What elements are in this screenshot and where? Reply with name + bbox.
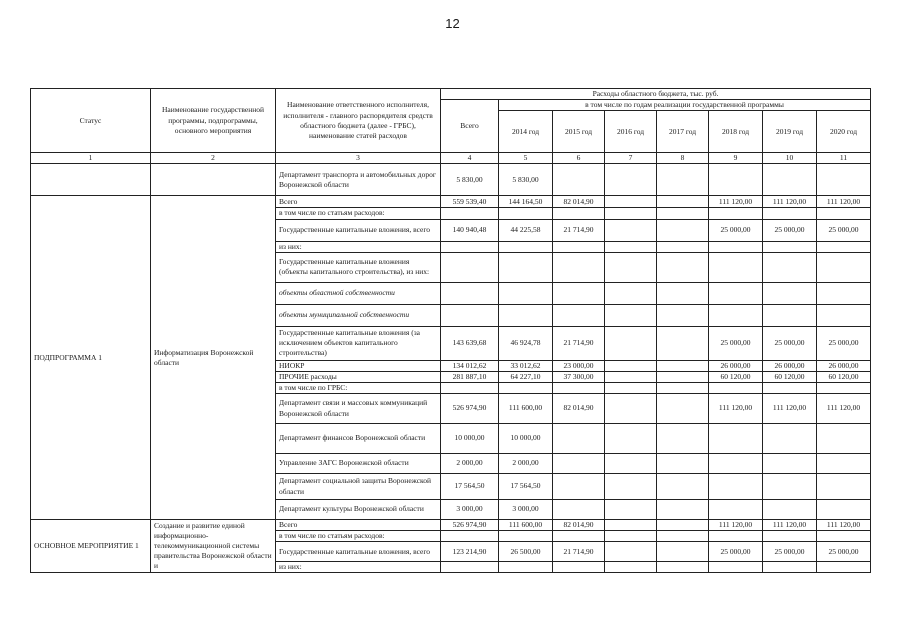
value-cell (763, 500, 817, 520)
value-cell (817, 382, 871, 393)
value-cell: 25 000,00 (709, 219, 763, 241)
value-cell (657, 241, 709, 252)
value-cell: 2 000,00 (499, 454, 553, 474)
expense-item-cell: НИОКР (276, 360, 441, 371)
value-cell (709, 282, 763, 304)
value-cell: 526 974,90 (441, 520, 499, 531)
value-cell (709, 500, 763, 520)
value-cell (605, 382, 657, 393)
value-cell (657, 164, 709, 196)
column-number: 9 (709, 153, 763, 164)
value-cell (499, 208, 553, 219)
value-cell (441, 241, 499, 252)
value-cell: 5 830,00 (499, 164, 553, 196)
value-cell (709, 241, 763, 252)
value-cell (553, 282, 605, 304)
value-cell (657, 196, 709, 208)
value-cell (605, 542, 657, 562)
expense-item-cell: Департамент транспорта и автомобильных дорог Воронежской области (276, 164, 441, 196)
value-cell (605, 326, 657, 360)
value-cell: 37 300,00 (553, 371, 605, 382)
expense-item-cell: объекты муниципальной собственности (276, 304, 441, 326)
value-cell (657, 520, 709, 531)
expense-item-cell: Департамент связи и массовых коммуникаций Воронежской области (276, 394, 441, 424)
value-cell (605, 454, 657, 474)
value-cell (657, 208, 709, 219)
value-cell (709, 382, 763, 393)
header-by-years: в том числе по годам реализации государственной программы (499, 100, 871, 111)
value-cell: 111 120,00 (709, 520, 763, 531)
value-cell (499, 304, 553, 326)
value-cell (657, 454, 709, 474)
expense-item-cell: из них: (276, 562, 441, 573)
value-cell (817, 304, 871, 326)
value-cell: 111 120,00 (817, 520, 871, 531)
expense-item-cell: Департамент финансов Воронежской области (276, 424, 441, 454)
value-cell: 143 639,68 (441, 326, 499, 360)
value-cell: 10 000,00 (441, 424, 499, 454)
value-cell: 26 500,00 (499, 542, 553, 562)
column-number: 8 (657, 153, 709, 164)
value-cell (553, 208, 605, 219)
value-cell: 3 000,00 (499, 500, 553, 520)
value-cell (657, 542, 709, 562)
value-cell: 25 000,00 (763, 326, 817, 360)
value-cell (709, 531, 763, 542)
value-cell: 25 000,00 (817, 326, 871, 360)
value-cell (605, 531, 657, 542)
value-cell: 44 225,58 (499, 219, 553, 241)
value-cell (553, 531, 605, 542)
value-cell (441, 208, 499, 219)
value-cell (657, 219, 709, 241)
table-row (31, 196, 871, 208)
value-cell (657, 282, 709, 304)
value-cell (553, 562, 605, 573)
column-number: 2 (151, 153, 276, 164)
expense-item-cell: Всего (276, 196, 441, 208)
value-cell (817, 424, 871, 454)
program-cell-empty (151, 164, 276, 196)
value-cell: 26 000,00 (709, 360, 763, 371)
value-cell (499, 382, 553, 393)
expense-item-cell: Государственные капитальные вложения, всего (276, 219, 441, 241)
column-number: 1 (31, 153, 151, 164)
value-cell (605, 520, 657, 531)
expense-item-cell: из них: (276, 241, 441, 252)
expense-item-cell: Государственные капитальные вложения, всего (276, 542, 441, 562)
value-cell (499, 241, 553, 252)
expense-item-cell: ПРОЧИЕ расходы (276, 371, 441, 382)
value-cell (763, 164, 817, 196)
value-cell: 60 120,00 (709, 371, 763, 382)
value-cell (553, 382, 605, 393)
value-cell (709, 304, 763, 326)
value-cell: 134 012,62 (441, 360, 499, 371)
value-cell (553, 252, 605, 282)
value-cell: 26 000,00 (763, 360, 817, 371)
value-cell (657, 371, 709, 382)
value-cell: 25 000,00 (709, 542, 763, 562)
value-cell (605, 282, 657, 304)
value-cell: 25 000,00 (763, 219, 817, 241)
expense-item-cell: Департамент социальной защиты Воронежской области (276, 474, 441, 500)
value-cell: 111 120,00 (817, 394, 871, 424)
value-cell (709, 208, 763, 219)
value-cell (657, 252, 709, 282)
value-cell (709, 454, 763, 474)
value-cell (763, 282, 817, 304)
value-cell: 33 012,62 (499, 360, 553, 371)
value-cell: 3 000,00 (441, 500, 499, 520)
value-cell (441, 531, 499, 542)
value-cell (553, 241, 605, 252)
value-cell (817, 500, 871, 520)
value-cell (763, 474, 817, 500)
value-cell (817, 531, 871, 542)
value-cell (605, 219, 657, 241)
value-cell: 144 164,50 (499, 196, 553, 208)
expense-item-cell: Государственные капитальные вложения (за исключением объектов капитального строительства) (276, 326, 441, 360)
program-cell-main-activity: Создание и развитие единой информационно-телекоммуникационной системы правительства Воронежской области и (151, 520, 276, 573)
value-cell (763, 241, 817, 252)
value-cell: 111 120,00 (763, 196, 817, 208)
header-year: 2017 год (657, 111, 709, 153)
value-cell (817, 562, 871, 573)
header-year: 2014 год (499, 111, 553, 153)
value-cell: 21 714,90 (553, 542, 605, 562)
value-cell (657, 360, 709, 371)
expense-item-cell: в том числе по статьям расходов: (276, 208, 441, 219)
value-cell (763, 424, 817, 454)
value-cell: 17 564,50 (441, 474, 499, 500)
value-cell: 2 000,00 (441, 454, 499, 474)
value-cell: 559 539,40 (441, 196, 499, 208)
value-cell (553, 474, 605, 500)
value-cell (657, 500, 709, 520)
value-cell (763, 454, 817, 474)
value-cell (605, 208, 657, 219)
expense-item-cell: в том числе по статьям расходов: (276, 531, 441, 542)
value-cell (763, 252, 817, 282)
value-cell: 25 000,00 (709, 326, 763, 360)
value-cell: 21 714,90 (553, 326, 605, 360)
header-status: Статус (31, 89, 151, 153)
value-cell (499, 282, 553, 304)
expense-item-cell: Департамент культуры Воронежской области (276, 500, 441, 520)
value-cell (657, 424, 709, 454)
value-cell (709, 164, 763, 196)
column-number: 6 (553, 153, 605, 164)
header-year: 2019 год (763, 111, 817, 153)
value-cell (553, 454, 605, 474)
value-cell (441, 382, 499, 393)
value-cell (441, 282, 499, 304)
value-cell: 111 120,00 (817, 196, 871, 208)
value-cell (817, 208, 871, 219)
value-cell (605, 164, 657, 196)
value-cell: 25 000,00 (817, 219, 871, 241)
value-cell (441, 252, 499, 282)
value-cell: 111 120,00 (709, 394, 763, 424)
value-cell: 64 227,10 (499, 371, 553, 382)
value-cell (763, 562, 817, 573)
value-cell (605, 394, 657, 424)
value-cell: 111 120,00 (763, 394, 817, 424)
value-cell: 46 924,78 (499, 326, 553, 360)
column-number: 10 (763, 153, 817, 164)
column-number: 11 (817, 153, 871, 164)
value-cell (763, 382, 817, 393)
value-cell (605, 371, 657, 382)
value-cell (817, 252, 871, 282)
column-number: 4 (441, 153, 499, 164)
table-body (31, 164, 871, 573)
value-cell (605, 424, 657, 454)
value-cell (657, 394, 709, 424)
value-cell (709, 252, 763, 282)
value-cell (441, 304, 499, 326)
value-cell: 23 000,00 (553, 360, 605, 371)
table-header (31, 89, 871, 164)
value-cell (763, 531, 817, 542)
status-cell-empty (31, 164, 151, 196)
program-cell-subprogram: Информатизация Воронежской области (151, 196, 276, 520)
column-number: 3 (276, 153, 441, 164)
value-cell (657, 531, 709, 542)
header-program: Наименование государственной программы, подпрограммы, основного мероприятия (151, 89, 276, 153)
value-cell: 26 000,00 (817, 360, 871, 371)
value-cell (657, 474, 709, 500)
value-cell: 82 014,90 (553, 394, 605, 424)
value-cell (441, 562, 499, 573)
value-cell: 123 214,90 (441, 542, 499, 562)
value-cell (553, 500, 605, 520)
expense-item-cell: объекты областной собственности (276, 282, 441, 304)
value-cell (605, 304, 657, 326)
budget-table (30, 88, 871, 573)
value-cell (605, 196, 657, 208)
value-cell: 5 830,00 (441, 164, 499, 196)
value-cell (657, 562, 709, 573)
value-cell (817, 454, 871, 474)
header-year: 2018 год (709, 111, 763, 153)
column-number-row (31, 153, 871, 164)
value-cell: 140 940,48 (441, 219, 499, 241)
value-cell (499, 531, 553, 542)
value-cell: 60 120,00 (763, 371, 817, 382)
value-cell: 60 120,00 (817, 371, 871, 382)
value-cell (709, 562, 763, 573)
value-cell: 25 000,00 (817, 542, 871, 562)
value-cell: 82 014,90 (553, 196, 605, 208)
column-number: 7 (605, 153, 657, 164)
table-row (31, 520, 871, 531)
expense-item-cell: Управление ЗАГС Воронежской области (276, 454, 441, 474)
header-year: 2015 год (553, 111, 605, 153)
value-cell (553, 164, 605, 196)
value-cell: 526 974,90 (441, 394, 499, 424)
value-cell: 25 000,00 (763, 542, 817, 562)
value-cell: 111 600,00 (499, 520, 553, 531)
value-cell (817, 474, 871, 500)
value-cell (657, 326, 709, 360)
table-row (31, 164, 871, 196)
page-number: 12 (445, 16, 460, 31)
value-cell (657, 304, 709, 326)
value-cell (709, 474, 763, 500)
value-cell: 10 000,00 (499, 424, 553, 454)
header-budget: Расходы областного бюджета, тыс. руб. (441, 89, 871, 100)
value-cell (605, 241, 657, 252)
header-year: 2016 год (605, 111, 657, 153)
value-cell (553, 304, 605, 326)
value-cell (605, 474, 657, 500)
value-cell: 82 014,90 (553, 520, 605, 531)
value-cell: 17 564,50 (499, 474, 553, 500)
value-cell (657, 382, 709, 393)
value-cell: 111 600,00 (499, 394, 553, 424)
value-cell: 281 887,10 (441, 371, 499, 382)
value-cell (817, 282, 871, 304)
value-cell (605, 252, 657, 282)
header-executor: Наименование ответственного исполнителя, исполнителя - главного распорядителя средств областного бюджета (далее - ГРБС), наименование статей расходов (276, 89, 441, 153)
column-number: 5 (499, 153, 553, 164)
value-cell (763, 304, 817, 326)
value-cell (499, 562, 553, 573)
status-cell-main-activity: ОСНОВНОЕ МЕРОПРИЯТИЕ 1 (31, 520, 151, 573)
expense-item-cell: в том числе по ГРБС: (276, 382, 441, 393)
value-cell (817, 164, 871, 196)
expense-item-cell: Государственные капитальные вложения (объекты капитального строительства), из них: (276, 252, 441, 282)
header-total: Всего (441, 100, 499, 153)
expense-item-cell: Всего (276, 520, 441, 531)
value-cell (553, 424, 605, 454)
value-cell (817, 241, 871, 252)
value-cell: 111 120,00 (709, 196, 763, 208)
value-cell (605, 500, 657, 520)
value-cell (605, 360, 657, 371)
header-year: 2020 год (817, 111, 871, 153)
value-cell (605, 562, 657, 573)
value-cell (763, 208, 817, 219)
value-cell: 111 120,00 (763, 520, 817, 531)
value-cell (499, 252, 553, 282)
status-cell-subprogram: ПОДПРОГРАММА 1 (31, 196, 151, 520)
value-cell: 21 714,90 (553, 219, 605, 241)
value-cell (709, 424, 763, 454)
